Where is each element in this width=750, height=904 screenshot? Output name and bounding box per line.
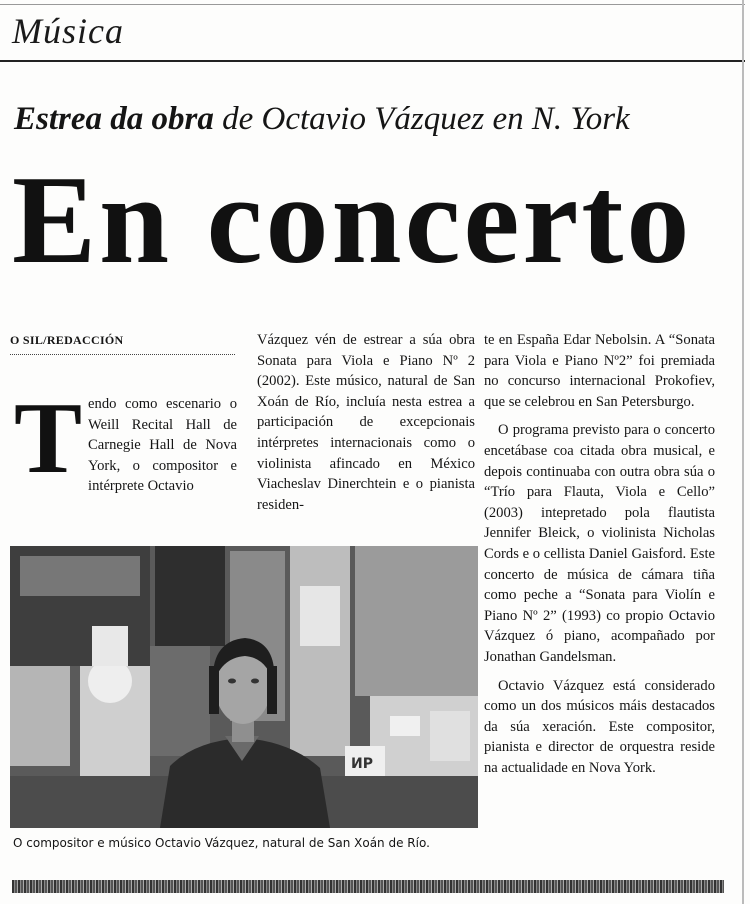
section-title: Música: [12, 11, 124, 51]
photo-illustration: [10, 546, 478, 828]
bottom-rule: [12, 880, 724, 893]
byline: O SIL/REDACCIÓN: [10, 333, 124, 347]
article-column-3: [484, 330, 715, 778]
column-1-text: endo como escenario o Weill Recital Hall de Carnegie Hall de Nova York, o compositor e intérprete Octavio: [88, 396, 237, 495]
headline: En concerto: [12, 151, 693, 290]
column-2-text: Vázquez vén de estrear a súa obra Sonata para Viola e Piano Nº 2 (2002). Este músico, natural de San Xoán de Río, incluía nesta estrea a participación de excepcionais intérpretes internacionais como o violinista afincado en México Viacheslav Dinerchtein e o pianista residen-: [257, 332, 475, 513]
kicker-bold: Estrea da obra: [14, 101, 214, 137]
byline-divider: [10, 354, 235, 355]
article-photo: [10, 546, 478, 828]
column-3-paragraph: te en España Edar Nebolsin. A “Sonata para Viola e Piano Nº2” foi premiada no concurso internacional Prokofiev, que se celebrou en San Petersburgo.: [484, 332, 715, 410]
drop-cap: T: [14, 382, 83, 495]
top-rule: [0, 4, 745, 5]
page-edge: [742, 0, 744, 904]
column-3-paragraph: O programa previsto para o concerto encetábase coa citada obra musical, e depois continuaba con outra obra súa o “Trío para Flauta, Viola e Cello” (2003) intepretado pola flautista Jennifer Bleick, o violinista Nicholas Cords e o cellista Daniel Gaisford. Este concerto de música de cámara tiña como peche a “Sonata para Violín e Piano Nº 2” (1993) co propio Octavio Vázquez ó piano, acompañado por Jonathan Gandelsman.: [484, 422, 715, 665]
column-3-paragraph: Octavio Vázquez está considerado como un dos músicos máis destacados da súa xeración. Este compositor, pianista e director de orquestra reside na actualidade en Nova York.: [484, 677, 715, 776]
kicker-rest: de Octavio Vázquez en N. York: [222, 101, 630, 137]
photo-caption: O compositor e músico Octavio Vázquez, natural de San Xoán de Río.: [13, 836, 430, 850]
photo-sign-text: ИР: [351, 756, 373, 772]
section-rule: [0, 60, 745, 62]
article-column-2: [257, 330, 475, 515]
kicker: [14, 98, 630, 140]
article-column-1: [10, 382, 237, 497]
